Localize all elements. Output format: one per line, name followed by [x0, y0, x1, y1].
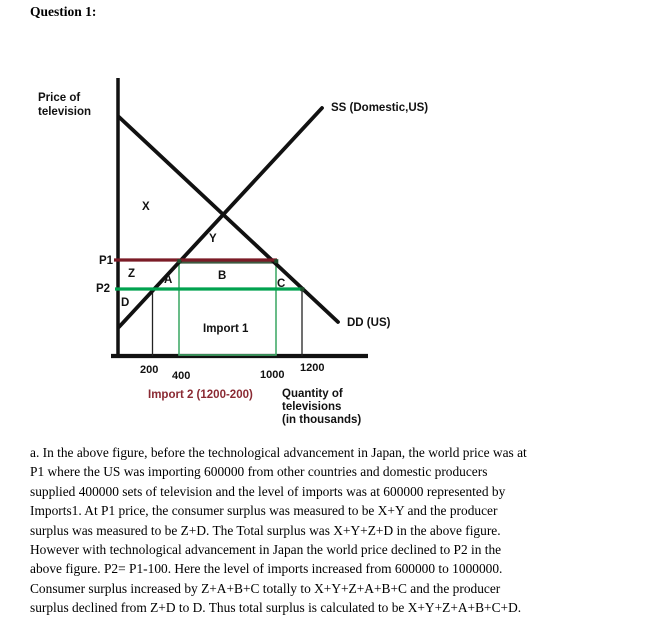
import1-label: Import 1 — [203, 323, 249, 335]
x-axis-label-line3: (in thousands) — [282, 414, 362, 426]
answer-line: surplus was measured to be Z+D. The Total surplus was X+Y+Z+D in the above figure. — [30, 522, 501, 538]
area-label-b: B — [218, 270, 227, 282]
answer-line: supplied 400000 sets of television and the level of imports was at 600000 represented by — [30, 483, 506, 499]
area-label-c: C — [277, 278, 286, 290]
handle-icon — [300, 287, 304, 291]
answer-line: Imports1. At P1 price, the consumer surplus was measured to be X+Y and the producer — [30, 503, 498, 519]
area-label-y: Y — [209, 233, 217, 245]
area-label-z: Z — [128, 268, 136, 280]
p2-label: P2 — [96, 283, 111, 295]
x-tick-1000: 1000 — [260, 369, 285, 381]
demand-curve-label: DD (US) — [347, 317, 391, 329]
answer-line: However with technological advancement in Japan the world price declined to P2 in the — [30, 542, 502, 558]
x-tick-400: 400 — [172, 370, 191, 382]
answer-paragraph — [30, 443, 650, 618]
area-label-d: D — [121, 297, 130, 309]
handle-icon — [177, 259, 181, 263]
supply-curve-label: SS (Domestic,US) — [331, 102, 429, 114]
answer-line: a. In the above figure, before the technological advancement in Japan, the world price was at — [30, 445, 527, 460]
p1-label: P1 — [99, 255, 114, 267]
handle-icon — [274, 259, 278, 263]
import2-label: Import 2 (1200-200) — [148, 389, 253, 401]
supply-curve-line — [119, 108, 322, 327]
import1-box — [179, 262, 276, 355]
area-label-a: A — [164, 274, 173, 286]
x-axis-label-line2: televisions — [282, 401, 342, 413]
question-title: Question 1: — [30, 4, 97, 19]
x-axis-label-line1: Quantity of — [282, 388, 343, 400]
x-tick-1200: 1200 — [300, 362, 325, 374]
answer-line: P1 where the US was importing 600000 from other countries and domestic producers — [30, 464, 488, 480]
y-axis-label-line1: Price of — [38, 92, 81, 104]
answer-line: surplus declined from Z+D to D. Thus total surplus is calculated to be X+Y+Z+A+B+C+D. — [30, 600, 522, 616]
area-label-x: X — [142, 201, 150, 213]
y-axis-label-line2: television — [38, 106, 92, 118]
answer-line: above figure. P2= P1-100. Here the level of imports increased from 600000 to 1000000. — [30, 561, 503, 577]
x-tick-200: 200 — [140, 364, 159, 376]
answer-line: Consumer surplus increased by Z+A+B+C totally to X+Y+Z+A+B+C and the producer — [30, 580, 501, 596]
